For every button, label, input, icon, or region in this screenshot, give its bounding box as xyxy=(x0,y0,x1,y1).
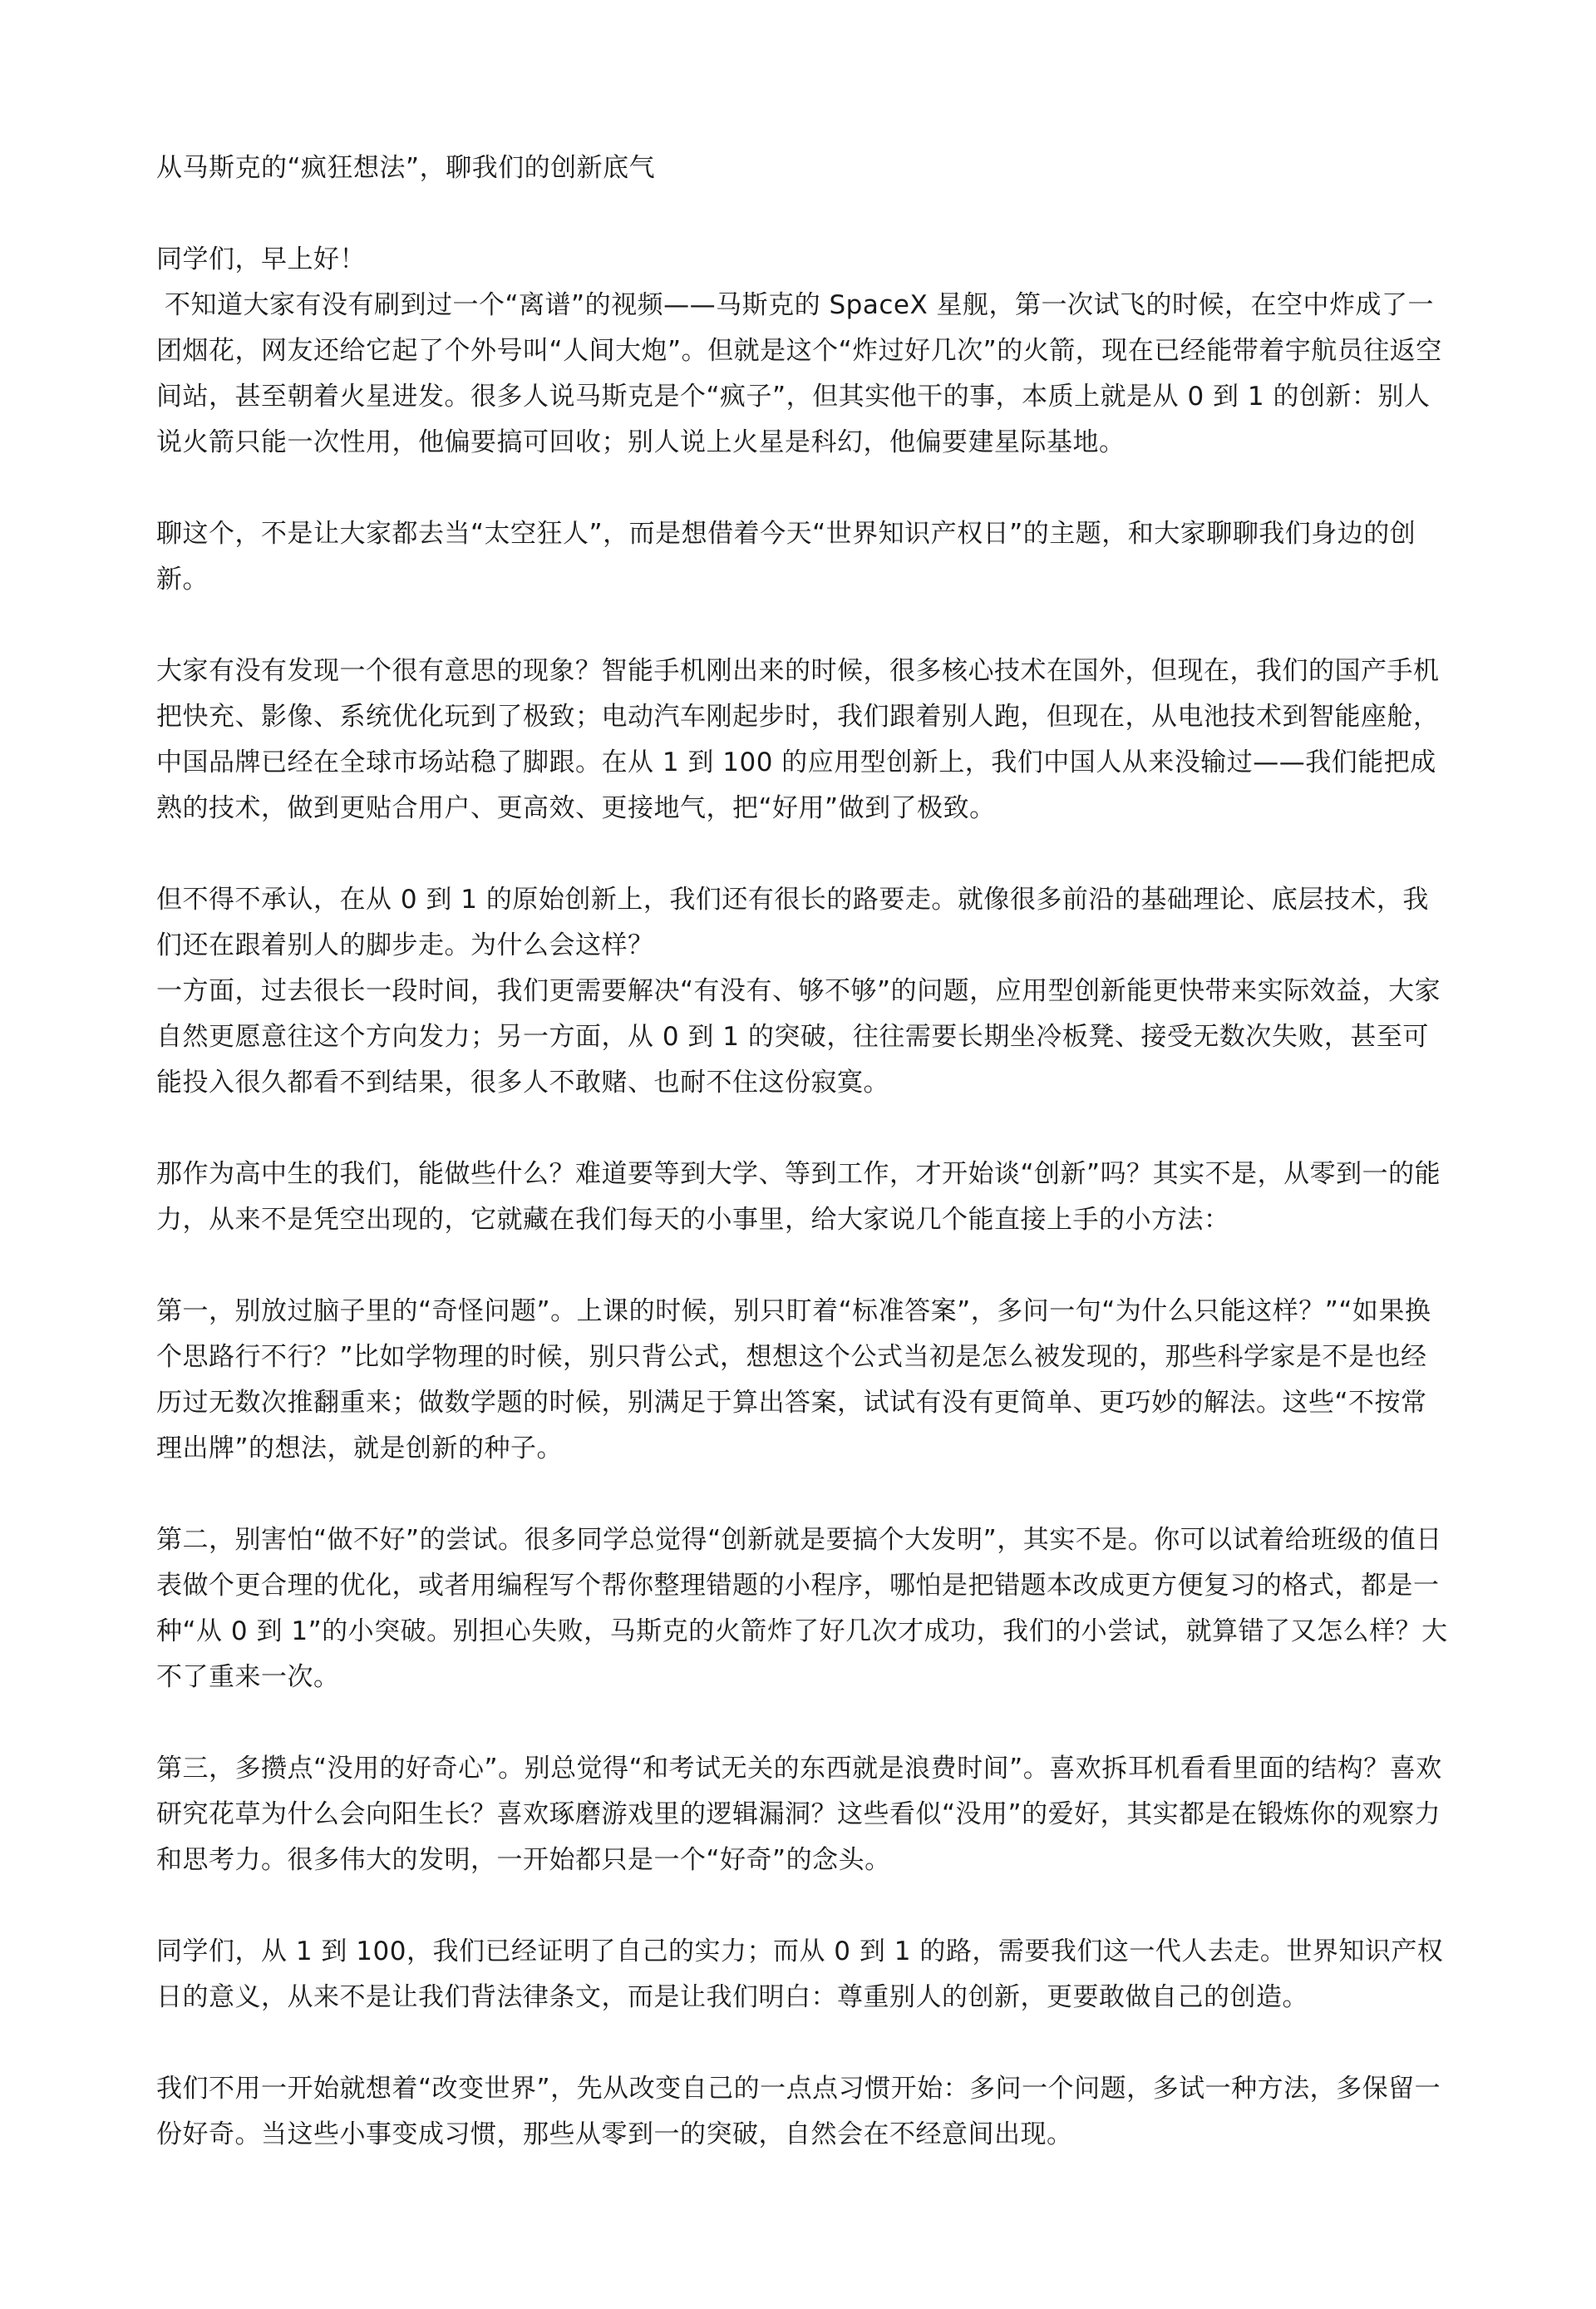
paragraph-5: 一方面，过去很长一段时间，我们更需要解决“有没有、够不够”的问题，应用型创新能更快带来实际效益，大家自然更愿意往这个方向发力；另一方面，从 0 到 1 的突破，往往需要长期坐冷板凳、接受无数次失败，甚至可能投入很久都看不到结果，很多人不敢赌、也耐不住这份寂寞。 xyxy=(156,976,1441,1098)
paragraph-11: 我们不用一开始就想着“改变世界”，先从改变自己的一点点习惯开始：多问一个问题，多试一种方法，多保留一份好奇。当这些小事变成习惯，那些从零到一的突破，自然会在不经意间出现。 xyxy=(156,2074,1441,2149)
paragraph-6: 那作为高中生的我们，能做些什么？难道要等到大学、等到工作，才开始谈“创新”吗？其实不是，从零到一的能力，从来不是凭空出现的，它就藏在我们每天的小事里，给大家说几个能直接上手的小方法： xyxy=(156,1159,1441,1235)
paragraph-10: 同学们，从 1 到 100，我们已经证明了自己的实力；而从 0 到 1 的路，需要我们这一代人去走。世界知识产权日的意义，从来不是让我们背法律条文，而是让我们明白：尊重别人的创新，更要敢做自己的创造。 xyxy=(156,1937,1444,2012)
greeting: 同学们，早上好！ xyxy=(156,244,366,274)
paragraph-2: 聊这个，不是让大家都去当“太空狂人”，而是想借着今天“世界知识产权日”的主题，和大家聊聊我们身边的创新。 xyxy=(156,519,1416,595)
paragraph-3: 大家有没有发现一个很有意思的现象？智能手机刚出来的时候，很多核心技术在国外，但现在，我们的国产手机把快充、影像、系统优化玩到了极致；电动汽车刚起步时，我们跟着别人跑，但现在，从电池技术到智能座舱，中国品牌已经在全球市场站稳了脚跟。在从 1 到 100 的应用型创新上，我们中国人从来没输过——我们能把成熟的技术，做到更贴合用户、更高效、更接地气，把“好用”做到了极致。 xyxy=(156,656,1440,823)
document-body xyxy=(156,146,1453,2203)
paragraph-8: 第二，别害怕“做不好”的尝试。很多同学总觉得“创新就是要搞个大发明”，其实不是。你可以试着给班级的值日表做个更合理的优化，或者用编程写个帮你整理错题的小程序，哪怕是把错题本改成更方便复习的格式，都是一种“从 0 到 1”的小突破。别担心失败，马斯克的火箭炸了好几次才成功，我们的小尝试，就算错了又怎么样？大不了重来一次。 xyxy=(156,1525,1448,1692)
paragraph-1: 不知道大家有没有刷到过一个“离谱”的视频——马斯克的 SpaceX 星舰，第一次试飞的时候，在空中炸成了一团烟花，网友还给它起了个外号叫“人间大炮”。但就是这个“炸过好几次”的火箭，现在已经能带着宇航员往返空间站，甚至朝着火星进发。很多人说马斯克是个“疯子”，但其实他干的事，本质上就是从 0 到 1 的创新：别人说火箭只能一次性用，他偏要搞可回收；别人说上火星是科幻，他偏要建星际基地。 xyxy=(156,290,1442,457)
document-title: 从马斯克的“疯狂想法”，聊我们的创新底气 xyxy=(156,153,656,183)
paragraph-9: 第三，多攒点“没用的好奇心”。别总觉得“和考试无关的东西就是浪费时间”。喜欢拆耳机看看里面的结构？喜欢研究花草为什么会向阳生长？喜欢琢磨游戏里的逻辑漏洞？这些看似“没用”的爱好，其实都是在锻炼你的观察力和思考力。很多伟大的发明，一开始都只是一个“好奇”的念头。 xyxy=(156,1754,1442,1875)
paragraph-4: 但不得不承认，在从 0 到 1 的原始创新上，我们还有很长的路要走。就像很多前沿的基础理论、底层技术，我们还在跟着别人的脚步走。为什么会这样？ xyxy=(156,885,1429,960)
paragraph-7: 第一，别放过脑子里的“奇怪问题”。上课的时候，别只盯着“标准答案”，多问一句“为什么只能这样？”“如果换个思路行不行？”比如学物理的时候，别只背公式，想想这个公式当初是怎么被发现的，那些科学家是不是也经历过无数次推翻重来；做数学题的时候，别满足于算出答案，试试有没有更简单、更巧妙的解法。这些“不按常理出牌”的想法，就是创新的种子。 xyxy=(156,1296,1431,1463)
